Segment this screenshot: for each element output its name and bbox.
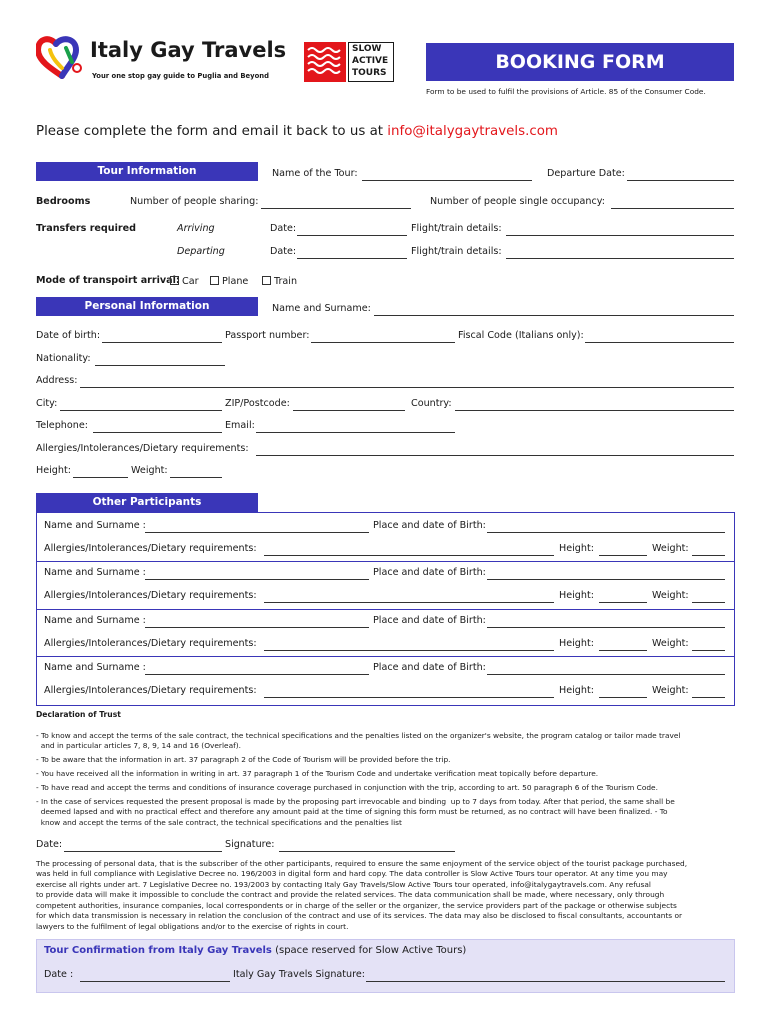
passport-field[interactable] (311, 342, 455, 343)
participant-4-weight-label: Weight: (652, 685, 689, 696)
site-logo (36, 36, 286, 82)
email-field[interactable] (256, 432, 455, 433)
participant-3-place-field[interactable] (487, 627, 725, 628)
partner-logo-line-1: SLOW (352, 44, 382, 54)
tour-name-field[interactable] (362, 180, 532, 181)
participant-2-place-field[interactable] (487, 579, 725, 580)
logo-text: Italy Gay Travels (90, 38, 287, 62)
nationality-field[interactable] (95, 365, 225, 366)
departing-flight-label: Flight/train details: (411, 246, 502, 257)
participant-3-name-label: Name and Surname : (44, 615, 146, 626)
participant-3-height-field[interactable] (599, 650, 647, 651)
confirmation-date-label: Date : (44, 969, 74, 980)
participant-2-name-field[interactable] (145, 579, 369, 580)
participant-1-place-label: Place and date of Birth: (373, 520, 486, 531)
participant-3-weight-label: Weight: (652, 638, 689, 649)
privacy-line: lawyers to the fulfilment of legal obligations and/or to the exercise of rights in court. (36, 922, 349, 931)
participant-3-height-label: Height: (559, 638, 594, 649)
participant-divider (36, 656, 735, 657)
confirmation-note: (space reserved for Slow Active Tours) (275, 945, 467, 956)
participant-1-weight-field[interactable] (692, 555, 725, 556)
dob-label: Date of birth: (36, 330, 101, 341)
dob-field[interactable] (102, 342, 222, 343)
privacy-line: competent authorities, insurance companies, local correspondents or in charge of the seller or the organizer, the service providers part of the package or otherwise subjects (36, 901, 677, 910)
transport-plane-label: Plane (222, 276, 249, 287)
participant-2-name-label: Name and Surname : (44, 567, 146, 578)
heart-map-icon (36, 36, 92, 80)
checkbox-icon (170, 276, 179, 285)
arriving-date-field[interactable] (297, 235, 407, 236)
height-label: Height: (36, 465, 71, 476)
declaration-line: - In the case of services requested the present proposal is made by the proposing part irrevocable and binding up to 7 days from today. After that period, the same shall be (36, 797, 675, 806)
personal-section-header: Personal Information (36, 297, 258, 316)
arriving-label: Arriving (177, 223, 215, 234)
participant-1-allergies-label: Allergies/Intolerances/Dietary requirements: (44, 543, 257, 554)
declaration-line: and in particular articles 7, 8, 9, 14 and 16 (Overleaf). (36, 741, 241, 750)
passport-label: Passport number: (225, 330, 310, 341)
participant-1-place-field[interactable] (487, 532, 725, 533)
departing-flight-field[interactable] (506, 258, 734, 259)
participant-1-height-label: Height: (559, 543, 594, 554)
zip-label: ZIP/Postcode: (225, 398, 290, 409)
declaration-date-field[interactable] (64, 851, 222, 852)
participant-2-place-label: Place and date of Birth: (373, 567, 486, 578)
waves-icon (304, 42, 346, 82)
transport-train-label: Train (274, 276, 298, 287)
participant-4-place-field[interactable] (487, 674, 725, 675)
declaration-line: - To be aware that the information in art. 37 paragraph 2 of the Code of Tourism will be provided before the trip. (36, 755, 451, 764)
height-field[interactable] (73, 477, 128, 478)
privacy-line: exercise all rights under art. 7 Legislative Decree no. 193/2003 by contacting Italy Gay Travels/Slow Active Tours tour operated, info@italygaytravels.com. Any refusal (36, 880, 651, 889)
city-label: City: (36, 398, 58, 409)
intro-label: Please complete the form and email it back to us at (36, 124, 388, 139)
participant-1-name-label: Name and Surname : (44, 520, 146, 531)
participant-4-name-label: Name and Surname : (44, 662, 146, 673)
departing-date-label: Date: (270, 246, 297, 257)
departing-date-field[interactable] (297, 258, 407, 259)
participant-1-height-field[interactable] (599, 555, 647, 556)
allergies-label: Allergies/Intolerances/Dietary requirements: (36, 443, 249, 454)
form-subtitle: Form to be used to fulfil the provisions of Article. 85 of the Consumer Code. (426, 87, 706, 96)
slow-active-tours-logo (304, 42, 394, 82)
declaration-title: Declaration of Trust (36, 710, 121, 719)
privacy-line: to provide data will make it impossible to conclude the contract and provide the related services. The data communication shall be made, where necessary, only through (36, 890, 665, 899)
participant-4-height-field[interactable] (599, 697, 647, 698)
intro-text (36, 125, 558, 138)
partner-logo-line-3: TOURS (352, 68, 387, 78)
single-occupancy-field[interactable] (611, 208, 734, 209)
weight-label: Weight: (131, 465, 168, 476)
checkbox-icon (210, 276, 219, 285)
name-surname-field[interactable] (374, 315, 734, 316)
participant-4-allergies-field[interactable] (264, 697, 554, 698)
allergies-field[interactable] (256, 455, 734, 456)
arriving-flight-label: Flight/train details: (411, 223, 502, 234)
tour-name-label: Name of the Tour: (272, 168, 358, 179)
participant-3-name-field[interactable] (145, 627, 369, 628)
city-field[interactable] (60, 410, 222, 411)
participant-4-name-field[interactable] (145, 674, 369, 675)
transport-option-car[interactable] (170, 276, 199, 287)
confirmation-signature-field[interactable] (366, 981, 725, 982)
bedrooms-label: Bedrooms (36, 196, 91, 207)
privacy-line: was held in full compliance with Legislative Decree no. 196/2003 in digital form and hard copy. The data controller is Slow Active Tours tour operator. At any time you may (36, 869, 668, 878)
participants-section-header: Other Participants (36, 493, 258, 512)
confirmation-date-field[interactable] (80, 981, 230, 982)
departure-date-field[interactable] (627, 180, 734, 181)
declaration-line: know and accept the terms of the sale contract, the technical specifications and the penalties list (36, 818, 402, 827)
confirmation-title: Tour Confirmation from Italy Gay Travels (44, 945, 272, 956)
name-surname-label: Name and Surname: (272, 303, 371, 314)
privacy-line: The processing of personal data, that is the subscriber of the other participants, required to ensure the same enjoyment of the service object of the tourist package purchased, (36, 859, 688, 868)
participant-1-weight-label: Weight: (652, 543, 689, 554)
participant-4-place-label: Place and date of Birth: (373, 662, 486, 673)
participant-4-weight-field[interactable] (692, 697, 725, 698)
declaration-signature-field[interactable] (279, 851, 455, 852)
transfers-label: Transfers required (36, 223, 137, 234)
departing-label: Departing (177, 246, 225, 257)
transport-option-train[interactable] (262, 276, 297, 287)
fiscal-code-field[interactable] (585, 342, 734, 343)
address-field[interactable] (80, 387, 734, 388)
privacy-line: for which data transmission is necessary in relation the conclusion of the contract and use of its services. The data may also be disclosed to fiscal consultants, accountants or (36, 911, 683, 920)
participant-divider (36, 561, 735, 562)
confirmation-heading (44, 946, 466, 956)
contact-email-link[interactable]: info@italygaytravels.com (387, 124, 558, 139)
single-occupancy-label: Number of people single occupancy: (430, 196, 605, 207)
fiscal-code-label: Fiscal Code (Italians only): (458, 330, 584, 341)
participant-2-weight-label: Weight: (652, 590, 689, 601)
tagline: Your one stop gay guide to Puglia and Beyond (92, 72, 269, 80)
address-label: Address: (36, 375, 78, 386)
participant-3-weight-field[interactable] (692, 650, 725, 651)
checkbox-icon (262, 276, 271, 285)
arriving-date-label: Date: (270, 223, 297, 234)
country-field[interactable] (455, 410, 734, 411)
transport-option-plane[interactable] (210, 276, 248, 287)
telephone-field[interactable] (93, 432, 222, 433)
partner-logo-line-2: ACTIVE (352, 56, 389, 66)
declaration-line: - To know and accept the terms of the sale contract, the technical specifications and the penalties listed on the organizer's website, the program catalog or tailor made travel (36, 731, 681, 740)
email-label: Email: (225, 420, 255, 431)
sharing-label: Number of people sharing: (130, 196, 259, 207)
tour-section-header: Tour Information (36, 162, 258, 181)
country-label: Country: (411, 398, 452, 409)
participant-2-weight-field[interactable] (692, 602, 725, 603)
zip-field[interactable] (293, 410, 405, 411)
participant-3-place-label: Place and date of Birth: (373, 615, 486, 626)
participant-divider (36, 609, 735, 610)
telephone-label: Telephone: (36, 420, 88, 431)
participant-4-height-label: Height: (559, 685, 594, 696)
declaration-line: deemed lapsed and with no practical effect and therefore any amount paid at the time of signing this form must be returned, as no contract will have been finalized. - To (36, 807, 668, 816)
participant-3-allergies-label: Allergies/Intolerances/Dietary requirements: (44, 638, 257, 649)
participant-1-name-field[interactable] (145, 532, 369, 533)
participant-2-allergies-field[interactable] (264, 602, 554, 603)
form-title-banner (426, 43, 734, 81)
transport-label: Mode of transpoirt arrival: (36, 275, 180, 286)
participant-2-allergies-label: Allergies/Intolerances/Dietary requirements: (44, 590, 257, 601)
arriving-flight-field[interactable] (506, 235, 734, 236)
declaration-line: - To have read and accept the terms and conditions of insurance coverage purchased in conjunction with the trip, according to art. 50 paragraph 6 of the Tourism Code. (36, 783, 658, 792)
form-title: BOOKING FORM (495, 51, 665, 73)
departure-date-label: Departure Date: (547, 168, 625, 179)
participant-2-height-label: Height: (559, 590, 594, 601)
declaration-date-label: Date: (36, 839, 63, 850)
confirmation-signature-label: Italy Gay Travels Signature: (233, 969, 365, 980)
participant-3-allergies-field[interactable] (264, 650, 554, 651)
weight-field[interactable] (170, 477, 222, 478)
declaration-line: - You have received all the information in writing in art. 37 paragraph 1 of the Tourism Code and undertake verification meat topically before departure. (36, 769, 599, 778)
transport-car-label: Car (182, 276, 199, 287)
nationality-label: Nationality: (36, 353, 91, 364)
declaration-signature-label: Signature: (225, 839, 275, 850)
participant-4-allergies-label: Allergies/Intolerances/Dietary requirements: (44, 685, 257, 696)
participant-2-height-field[interactable] (599, 602, 647, 603)
sharing-field[interactable] (261, 208, 411, 209)
participant-1-allergies-field[interactable] (264, 555, 554, 556)
